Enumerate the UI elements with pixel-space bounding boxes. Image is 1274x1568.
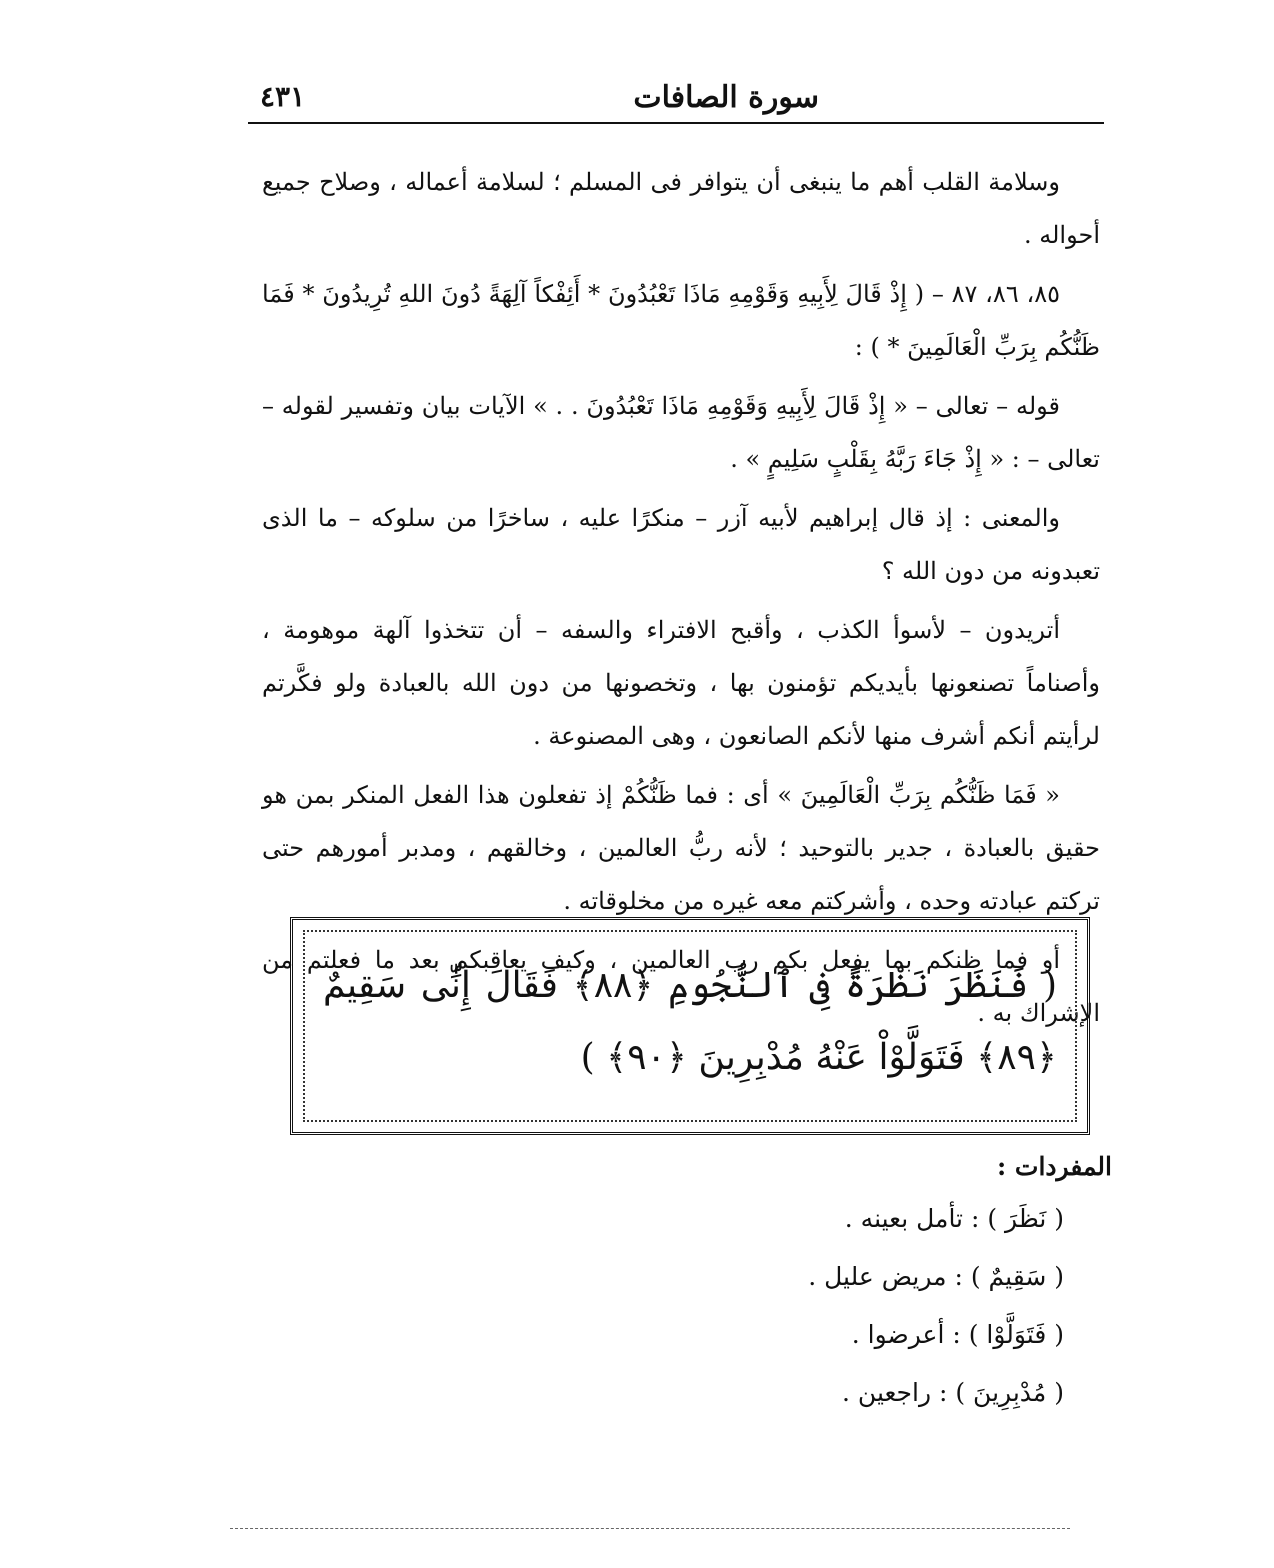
paragraph: وسلامة القلب أهم ما ينبغى أن يتوافر فى المسلم ؛ لسلامة أعماله ، وصلاح جميع أحواله . (262, 168, 1100, 249)
paragraph: قوله – تعالى – « إِذْ قَالَ لِأَبِيهِ وَقَوْمِهِ مَاذَا تَعْبُدُونَ . . » الآيات بيان وتفسير لقوله – تعالى – : « إِذْ جَاءَ رَبَّهُ بِقَلْبٍ سَلِيمٍ » . (262, 392, 1100, 473)
paragraph: والمعنى : إذ قال إبراهيم لأبيه آزر – منكرًا عليه ، ساخرًا من سلوكه – ما الذى تعبدونه من دون الله ؟ (262, 504, 1100, 585)
footer-dashed-line (230, 1528, 1070, 1529)
paragraph: « فَمَا ظَنُّكُم بِرَبِّ الْعَالَمِينَ » أى : فما ظَنُّكُمْ إذ تفعلون هذا الفعل المنكر بمن هو حقيق بالعبادة ، جدير بالتوحيد ؛ لأنه ربُّ العالمين ، وخالقهم ، ومدبر أمورهم حتى تركتم عبادته وحده ، وأشركتم معه غيره من مخلوقاته . (262, 781, 1101, 915)
verse-reference-paragraph: ٨٥، ٨٦، ٨٧ – ( إِذْ قَالَ لِأَبِيهِ وَقَوْمِهِ مَاذَا تَعْبُدُونَ * أَئِفْكاً آلِهَةً دُونَ اللهِ تُرِيدُونَ * فَمَا ظَنُّكُم بِرَبِّ الْعَالَمِينَ * ) : (262, 280, 1100, 361)
paragraph: أو فما ظنكم بما يفعل بكم رب العالمين ، وكيف يعاقبكم بعد ما فعلتم من الإشراك به . (262, 946, 1100, 1027)
quran-verse-text: ( فَنَظَرَ نَظْرَةً فِى ٱلنُّجُومِ ﴿٨٨﴾ فَقَالَ إِنِّى سَقِيمٌ ﴿٨٩﴾ فَتَوَلَّوْاْ عَنْهُ مُدْبِرِينَ ﴿٩٠﴾ ) (323, 965, 1057, 1078)
vocabulary-section (612, 1152, 1112, 1431)
vocabulary-heading: المفردات : (996, 1152, 1112, 1181)
page-header (248, 78, 1104, 124)
vocabulary-item: ( سَقِيمٌ ) : مريض عليل . (808, 1262, 1064, 1291)
quran-verse-frame (290, 917, 1090, 1135)
vocabulary-item: ( فَتَوَلَّوْا ) : أعرضوا . (851, 1320, 1064, 1349)
surah-title: سورة الصافات (633, 80, 819, 115)
vocabulary-item: ( مُدْبِرِينَ ) : راجعين . (842, 1378, 1064, 1407)
header-rule (248, 122, 1104, 124)
vocabulary-item: ( نَظَرَ ) : تأمل بعينه . (844, 1204, 1064, 1233)
page-number: ٤٣١ (260, 80, 306, 113)
commentary-text (262, 156, 1100, 1046)
paragraph: أتريدون – لأسوأ الكذب ، وأقبح الافتراء والسفه – أن تتخذوا آلهة موهومة ، وأصناماً تصنعونها بأيديكم تؤمنون بها ، وتخصونها من دون الله بالعبادة ولو فكَّرتم لرأيتم أنكم أشرف منها لأنكم الصانعون ، وهى المصنوعة . (262, 616, 1100, 750)
